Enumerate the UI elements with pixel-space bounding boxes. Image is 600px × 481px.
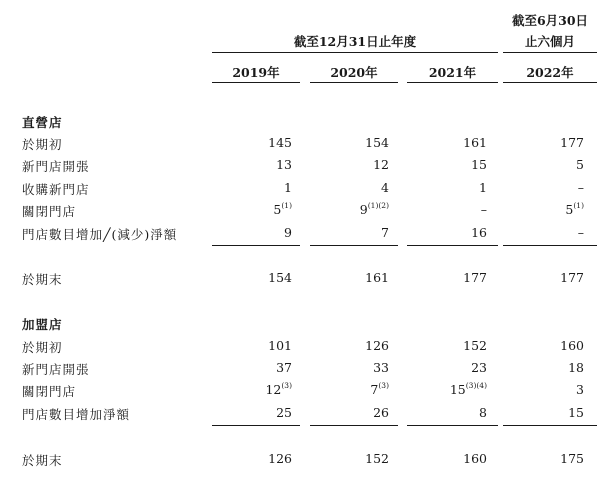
cell-value: – [577,225,584,240]
subtotal-rule [212,425,300,426]
year-header-2022: 2022年 [526,65,574,80]
table-cell [479,180,487,195]
year-rule-2022 [503,82,597,83]
table-cell [284,225,292,240]
cell-value: 1 [284,180,292,195]
cell-value: 7 [370,382,379,398]
cell-value: 12 [265,382,282,398]
footnote-marker: (1) [573,201,584,210]
cell-value: 16 [471,225,487,240]
cell-value: 23 [471,360,487,375]
cell-value: 9 [359,202,368,218]
cell-value: – [480,202,487,217]
total-cell [463,270,487,285]
cell-value: 160 [560,338,584,353]
row-label: 收購新門店 [22,182,90,197]
table-cell [481,202,487,217]
year-group-header: 截至12月31日止年度 [293,34,417,49]
total-cell [365,270,389,285]
cell-value: 177 [560,135,584,150]
header-rule-period [503,52,597,53]
row-label: 關閉門店 [22,384,77,399]
table-cell [268,338,292,353]
subtotal-rule [212,245,300,246]
cell-value: 3 [576,382,584,397]
total-cell [560,451,584,466]
footnote-marker: (3) [281,381,292,390]
cell-value: 152 [463,338,487,353]
table-cell [576,382,584,397]
year-rule-2020 [310,82,398,83]
cell-value: 15 [568,405,584,420]
table-cell [568,360,584,375]
table-cell [276,405,292,420]
table-cell [450,382,487,397]
cell-value: 15 [471,157,487,172]
cell-value: 13 [276,157,292,172]
table-cell [381,225,389,240]
cell-value: 160 [463,451,487,466]
footnote-marker: (1)(2) [367,201,389,210]
row-label: 新門店開張 [22,159,90,174]
footnote-marker: (1) [281,201,292,210]
cell-value: 5 [273,202,282,218]
cell-value: 7 [381,225,389,240]
total-cell [560,270,584,285]
footnote-marker: (3)(4) [465,381,487,390]
cell-value: 26 [373,405,389,420]
cell-value: 33 [373,360,389,375]
row-label: 新門店開張 [22,362,90,377]
table-cell [578,180,584,195]
year-header-2019: 2019年 [232,65,280,80]
table-cell [276,157,292,172]
row-label: 於期初 [22,340,63,355]
cell-value: 152 [365,451,389,466]
table-cell [268,135,292,150]
table-cell [578,225,584,240]
cell-value: 15 [449,382,466,398]
row-label: 於期初 [22,137,63,152]
row-label: 門店數目增加╱(減少)淨額 [22,227,178,242]
cell-value: 154 [268,270,292,285]
cell-value: 1 [479,180,487,195]
table-cell [471,225,487,240]
table-cell [373,405,389,420]
cell-value: 8 [479,405,487,420]
cell-value: 177 [560,270,584,285]
year-header-2020: 2020年 [330,65,378,80]
cell-value: 126 [365,338,389,353]
table-cell [365,135,389,150]
table-cell [479,405,487,420]
cell-value: 37 [276,360,292,375]
cell-value: 145 [268,135,292,150]
total-cell [463,451,487,466]
section-title: 加盟店 [22,317,63,332]
table-cell [284,180,292,195]
total-cell [268,451,292,466]
section-title: 直營店 [22,115,63,130]
cell-value: 4 [381,180,389,195]
row-label: 關閉門店 [22,204,77,219]
table-cell [560,135,584,150]
table-cell [576,157,584,172]
table-cell [360,202,389,217]
table-cell [471,157,487,172]
subtotal-rule [503,425,597,426]
table-cell [568,405,584,420]
header-rule-group [212,52,498,53]
cell-value: 18 [568,360,584,375]
cell-value: 161 [463,135,487,150]
table-cell [471,360,487,375]
table-cell [373,360,389,375]
year-header-2021: 2021年 [428,65,477,80]
cell-value: 25 [276,405,292,420]
table-cell [273,202,292,217]
total-label: 於期末 [22,272,63,287]
total-cell [365,451,389,466]
cell-value: 5 [565,202,574,218]
cell-value: 175 [560,451,584,466]
table-cell [463,135,487,150]
cell-value: 5 [576,157,584,172]
table-cell [365,338,389,353]
total-cell [268,270,292,285]
subtotal-rule [407,425,498,426]
cell-value: 161 [365,270,389,285]
cell-value: 12 [373,157,389,172]
table-cell [381,180,389,195]
table-cell [463,338,487,353]
table-cell [265,382,292,397]
period-header-line2: 止六個月 [524,34,575,49]
cell-value: 101 [268,338,292,353]
total-label: 於期末 [22,453,63,468]
cell-value: 177 [463,270,487,285]
subtotal-rule [310,425,398,426]
subtotal-rule [407,245,498,246]
row-label: 門店數目增加淨額 [22,407,131,422]
subtotal-rule [503,245,597,246]
cell-value: 126 [268,451,292,466]
year-rule-2019 [212,82,300,83]
cell-value: 154 [365,135,389,150]
table-cell [565,202,584,217]
table-cell [373,157,389,172]
cell-value: – [577,180,584,195]
subtotal-rule [310,245,398,246]
cell-value: 9 [284,225,292,240]
table-cell [370,382,389,397]
table-cell [276,360,292,375]
footnote-marker: (3) [378,381,389,390]
table-cell [560,338,584,353]
year-rule-2021 [407,82,498,83]
period-header-line1: 截至6月30日 [511,13,589,28]
